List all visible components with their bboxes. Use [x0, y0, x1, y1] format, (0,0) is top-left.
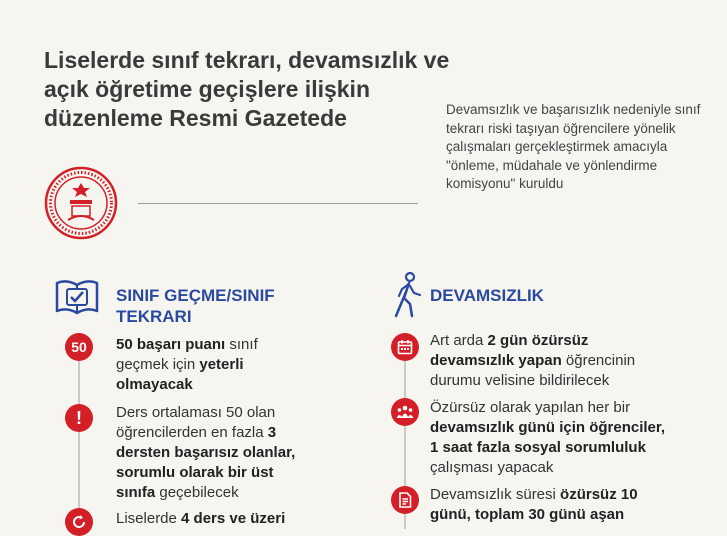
list-item-left-3 — [116, 509, 316, 529]
group-glyph-icon — [396, 404, 414, 420]
list-item-right-1 — [430, 331, 666, 391]
group-people-icon — [391, 398, 419, 426]
item-text-bold: 2 gün özürsüz devamsızlık yapan — [430, 332, 589, 369]
heading-devamsizlik — [430, 285, 544, 306]
number-50-badge: 50 — [65, 333, 93, 361]
heading-sinif-gecme — [116, 285, 275, 327]
heading-line: TEKRARI — [116, 307, 192, 326]
timeline-line-left — [78, 345, 80, 529]
document-icon — [391, 486, 419, 514]
item-text: geçebilecek — [155, 484, 239, 501]
calendar-glyph-icon — [397, 339, 413, 355]
list-item-right-2 — [430, 398, 666, 478]
calendar-icon — [391, 333, 419, 361]
refresh-glyph-icon — [71, 514, 87, 530]
title-line: Liselerde sınıf tekrarı, devamsızlık ve — [44, 47, 450, 73]
list-item-left-2 — [116, 403, 310, 503]
item-text-bold: 3 dersten başarısız olanlar, sorumlu olarak bir üst sınıfa — [116, 424, 296, 501]
walking-person-icon — [392, 272, 424, 318]
item-text-bold: 4 ders ve üzeri — [181, 510, 286, 527]
title-line: düzenleme Resmi Gazetede — [44, 105, 347, 131]
item-text-bold: yeterli olmayacak — [116, 356, 244, 393]
ministry-seal-icon — [44, 166, 118, 240]
page-title — [44, 46, 474, 133]
heading-line: DEVAMSIZLIK — [430, 286, 544, 305]
item-text-bold: devamsızlık günü için öğrenciler, 1 saat fazla sosyal sorumluluk — [430, 419, 666, 456]
book-check-icon — [54, 277, 100, 317]
item-text: Devamsızlık süresi — [430, 486, 561, 503]
item-text: Ders ortalaması 50 olan öğrencilerden en fazla — [116, 404, 276, 441]
exclamation-icon: ! — [65, 404, 93, 432]
item-text: çalışması yapacak — [430, 459, 554, 476]
item-text: Art arda — [430, 332, 488, 349]
item-text: sınıf geçmek için — [116, 336, 258, 373]
heading-line: SINIF GEÇME/SINIF — [116, 286, 275, 305]
item-text-bold: 50 başarı puanı — [116, 336, 226, 353]
title-line: açık öğretime geçişlere ilişkin — [44, 76, 370, 102]
document-glyph-icon — [398, 492, 412, 508]
item-text: Özürsüz olarak yapılan her bir — [430, 399, 631, 416]
item-text: Liselerde — [116, 510, 182, 527]
list-item-left-1 — [116, 335, 306, 395]
item-text-bold: özürsüz 10 günü, toplam 30 günü aşan — [430, 486, 638, 523]
item-text: öğrencinin durumu velisine bildirilecek — [430, 352, 636, 389]
refresh-icon — [65, 508, 93, 536]
intro-text: Devamsızlık ve başarısızlık nedeniyle sınıf tekrarı riski taşıyan öğrencilere yönelik çalışmaları gerçekleştirmek amacıyla "önleme, müdahale ve yönlendirme komisyonu" kuruldu — [446, 102, 701, 191]
divider — [138, 203, 418, 204]
list-item-right-3 — [430, 485, 670, 525]
